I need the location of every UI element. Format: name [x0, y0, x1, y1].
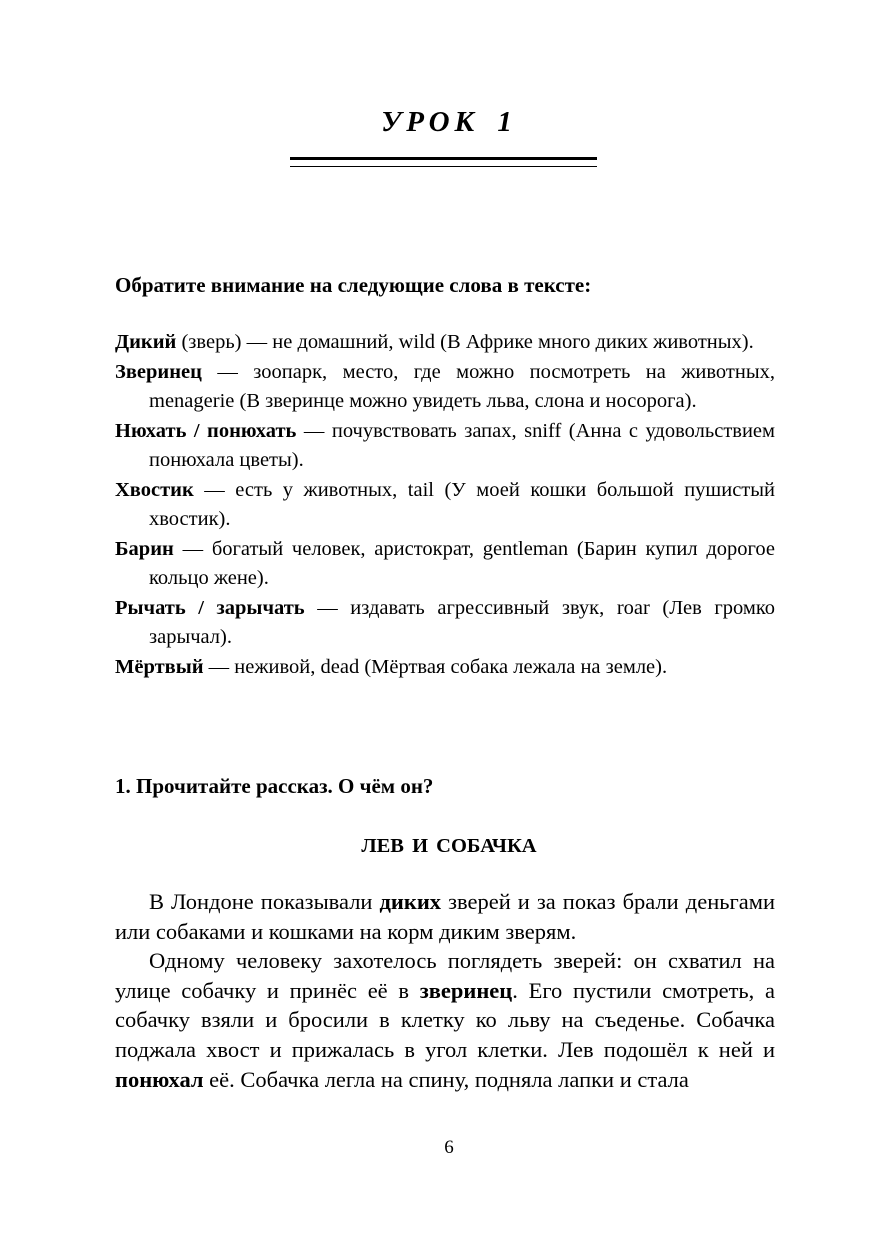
vocabulary-heading: Обратите внимание на следующие слова в тексте:: [115, 273, 592, 297]
story-keyword: зверинец: [419, 977, 513, 1003]
story-text: [115, 887, 775, 1094]
vocabulary-item: [115, 417, 775, 476]
vocabulary-list: [115, 328, 775, 682]
vocabulary-definition: — издавать агрессивный звук, roar (Лев громко зарычал).: [149, 596, 775, 648]
title-rule-thin: [290, 166, 597, 167]
vocabulary-definition: — богатый человек, аристократ, gentleman (Барин купил дорогое кольцо жене).: [149, 537, 775, 589]
vocabulary-item: [115, 535, 775, 594]
vocabulary-term: Зверинец: [115, 360, 202, 383]
vocabulary-item: [115, 653, 775, 683]
vocabulary-definition: (зверь) — не домашний, wild (В Африке много диких животных).: [176, 331, 754, 353]
story-text-run: В Лондоне показывали: [149, 889, 380, 914]
vocabulary-definition: — зоопарк, место, где можно посмотреть на животных, menagerie (В зверинце можно увидеть льва, слона и носорога).: [149, 360, 775, 412]
page-number: 6: [444, 1137, 454, 1158]
vocabulary-item: [115, 594, 775, 653]
title-rule-thick: [290, 157, 597, 160]
story-text-run: Одному человеку захотелось поглядеть зверей: он схватил на улице собачку и принёс её в: [115, 948, 775, 1003]
story-title: ЛЕВ И СОБАЧКА: [361, 835, 537, 857]
vocabulary-term: Мёртвый: [115, 655, 204, 678]
vocabulary-item: [115, 476, 775, 535]
vocabulary-term: Рычать / зарычать: [115, 596, 305, 619]
story-text-run: . Его пустили смотреть, а собачку взяли и бросили в клетку ко льву на съеденье. Собачка поджала хвост и прижалась в угол клетки. Лев подошёл к ней и: [115, 977, 775, 1062]
vocabulary-item: [115, 328, 775, 358]
story-text-run: её. Собачка легла на спину, подняла лапки и стала: [203, 1066, 689, 1092]
vocabulary-definition: — неживой, dead (Мёртвая собака лежала на земле).: [203, 655, 668, 678]
vocabulary-term: Дикий: [115, 331, 177, 353]
vocabulary-term: Хвостик: [115, 478, 194, 501]
vocabulary-item: [115, 358, 775, 417]
story-paragraph: [115, 887, 775, 946]
book-page: [115, 0, 775, 1241]
story-keyword: диких: [379, 889, 442, 914]
vocabulary-definition: — есть у животных, tail (У моей кошки большой пушистый хвостик).: [149, 478, 775, 530]
vocabulary-term: Барин: [115, 537, 174, 560]
lesson-title: УРОК 1: [381, 106, 517, 138]
story-paragraph: [115, 946, 775, 1094]
vocabulary-term: Нюхать / понюхать: [115, 419, 297, 442]
task-heading: 1. Прочитайте рассказ. О чём он?: [115, 774, 434, 798]
story-text-run: зверей и за показ брали деньгами или собаками и кошками на корм диким зверям.: [115, 889, 775, 944]
vocabulary-definition: — почувствовать запах, sniff (Анна с удовольствием понюхала цветы).: [149, 419, 775, 471]
story-keyword: понюхал: [115, 1066, 204, 1092]
